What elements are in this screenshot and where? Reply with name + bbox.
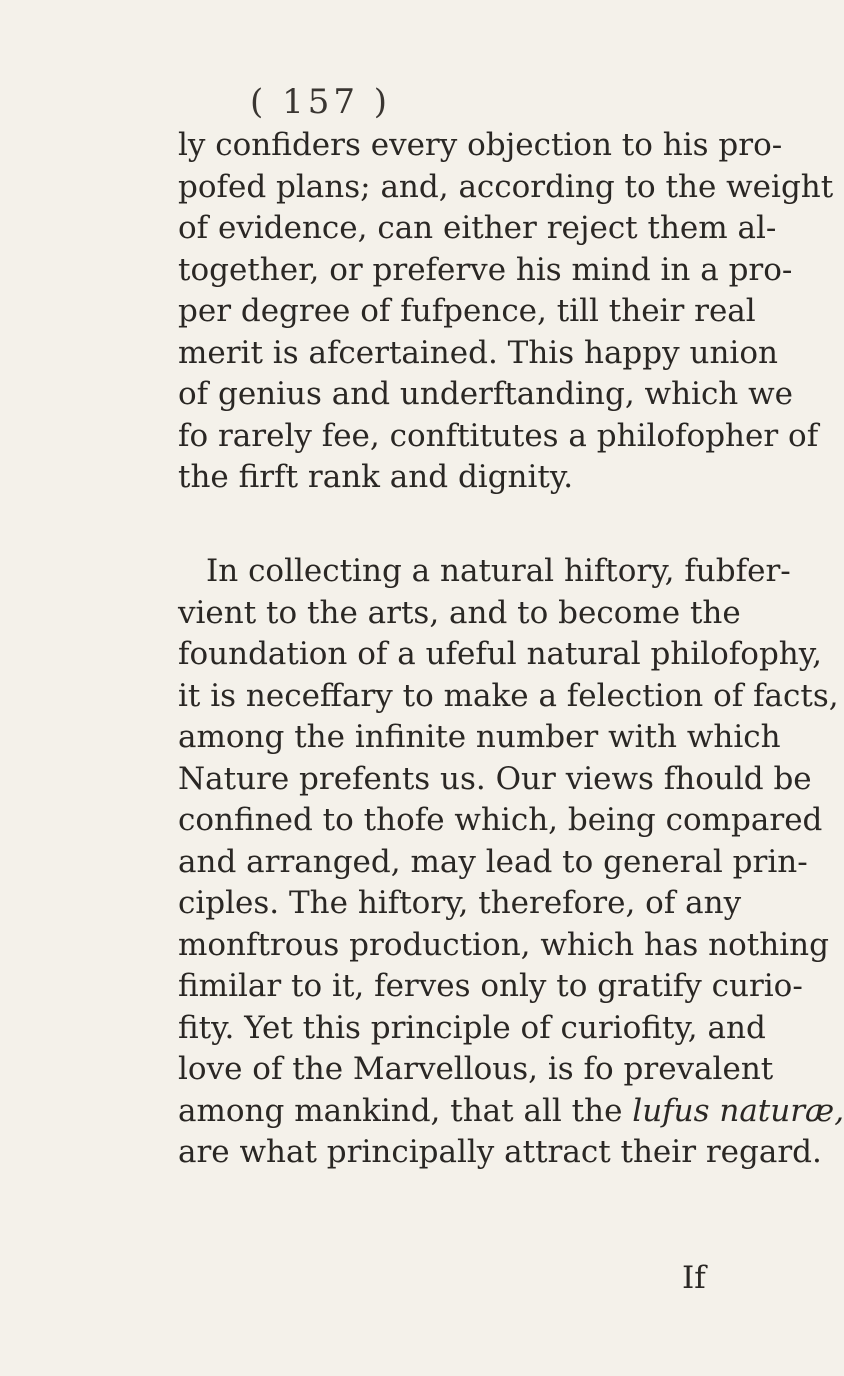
text-line: love of the Marvellous, is fo prevalent <box>178 1051 774 1087</box>
text-line: fity. Yet this principle of curiofity, and <box>178 1009 766 1046</box>
catchword: If <box>682 1260 706 1296</box>
text-line: confined to thofe which, being compared <box>178 802 823 838</box>
text-line: vient to the arts, and to become the <box>178 594 741 631</box>
text-line: fo rarely fee, conftitutes a philofopher of <box>178 417 819 454</box>
text-line: Nature prefents us. Our views fhould be <box>178 760 812 797</box>
text-line: monftrous production, which has nothing <box>178 926 829 963</box>
text-line: together, or preferve his mind in a pro- <box>178 251 793 288</box>
paragraph-1 <box>178 125 834 499</box>
text-line-start: among mankind, that all the <box>178 1092 623 1129</box>
text-line: are what principally attract their regard. <box>178 1134 822 1170</box>
text-line: among the infinite number with which <box>178 719 781 755</box>
text-line: foundation of a ufeful natural philofophy, <box>178 636 823 672</box>
text-line: In collecting a natural hiftory, fubfer- <box>206 553 791 589</box>
text-line: ciples. The hiftory, therefore, of any <box>178 885 742 921</box>
paragraph-2 <box>178 551 844 1174</box>
text-line <box>178 1091 844 1133</box>
text-line: of genius and underftanding, which we <box>178 376 794 412</box>
text-line: ly confiders every objection to his pro- <box>178 127 783 163</box>
text-line: and arranged, may lead to general prin- <box>178 843 808 880</box>
italic-phrase: lufus naturæ, <box>632 1092 844 1129</box>
text-line: pofed plans; and, according to the weight <box>178 168 834 205</box>
text-line: it is neceffary to make a felection of facts, <box>178 677 839 714</box>
text-line: the firft rank and dignity. <box>178 459 574 495</box>
text-line: fimilar to it, ferves only to gratify curio- <box>178 968 803 1004</box>
page-number: ( 157 ) <box>250 82 392 122</box>
text-line: merit is afcertained. This happy union <box>178 334 778 371</box>
text-line: per degree of fufpence, till their real <box>178 293 756 329</box>
text-line: of evidence, can either reject them al- <box>178 210 777 246</box>
